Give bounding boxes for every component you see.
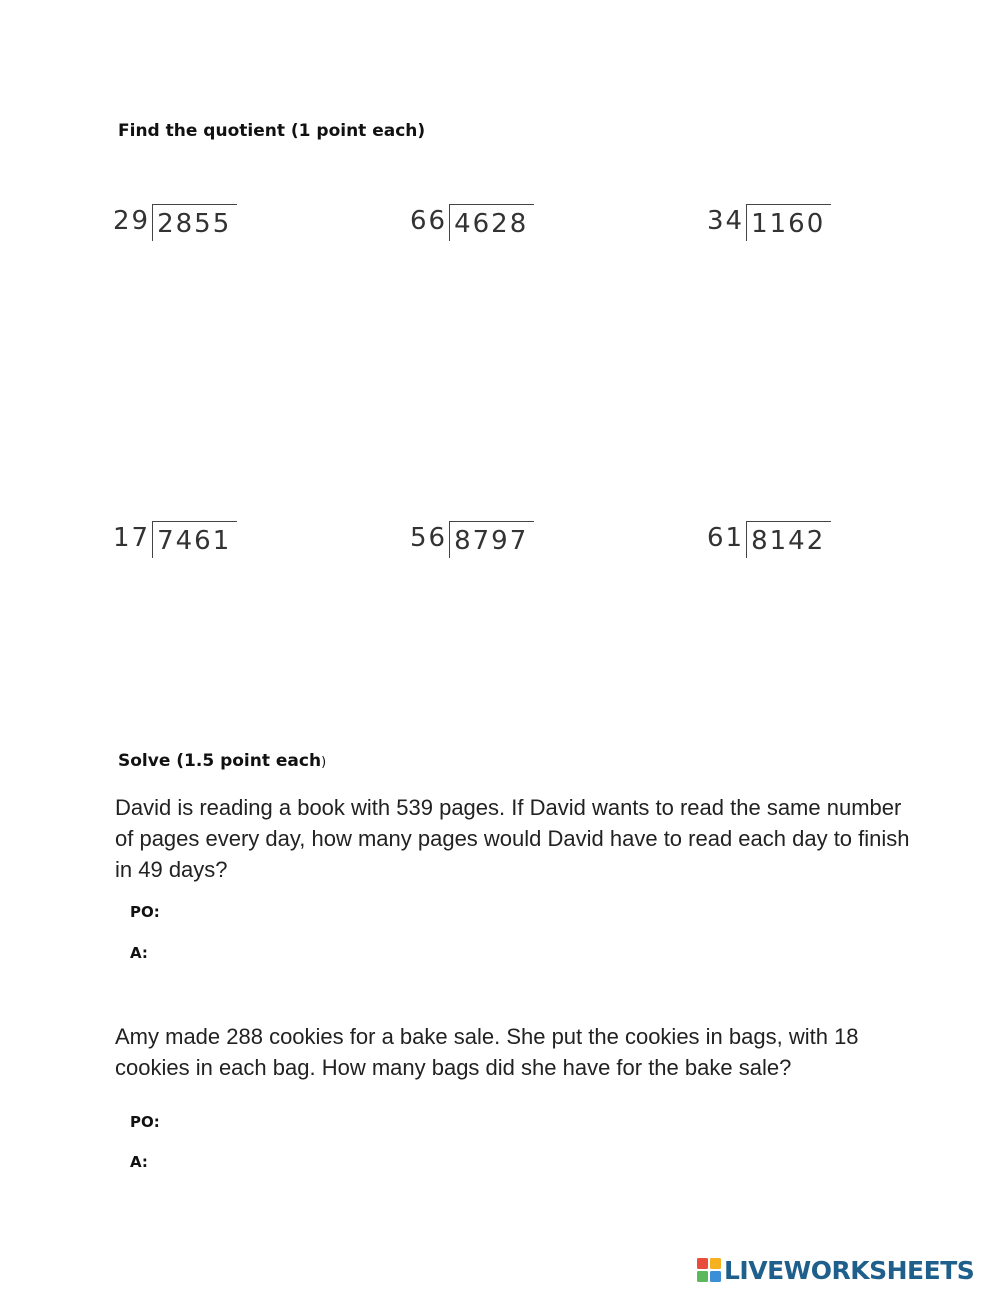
section-title-solve bbox=[118, 751, 326, 771]
divisor: 56 bbox=[410, 523, 448, 553]
dividend: 1160 bbox=[746, 204, 831, 241]
division-problem-3 bbox=[707, 202, 831, 242]
divisor: 61 bbox=[707, 523, 745, 553]
word-problem-2: Amy made 288 cookies for a bake sale. She put the cookies in bags, with 18 cookies in each bag. How many bags did she have for the bake sale? bbox=[115, 1024, 859, 1080]
a-label-2: A: bbox=[130, 1153, 148, 1171]
divisor: 34 bbox=[707, 206, 745, 236]
dividend: 8142 bbox=[746, 521, 831, 558]
word-problem-1: David is reading a book with 539 pages. If David wants to read the same number of pages every day, how many pages would David have to read each day to finish in 49 days? bbox=[115, 795, 910, 882]
po-label-2: PO: bbox=[130, 1113, 160, 1131]
a-label-1: A: bbox=[130, 944, 148, 962]
dividend: 8797 bbox=[449, 521, 534, 558]
dividend: 7461 bbox=[152, 521, 237, 558]
po-label-1: PO: bbox=[130, 903, 160, 921]
liveworksheets-logo-icon bbox=[697, 1258, 721, 1282]
section-title-quotient: Find the quotient (1 point each) bbox=[118, 121, 426, 141]
divisor: 66 bbox=[410, 206, 448, 236]
division-problem-4 bbox=[113, 519, 237, 559]
section-title-solve-text: Solve (1.5 point each bbox=[118, 751, 322, 771]
divisor: 29 bbox=[113, 206, 151, 236]
section-title-solve-tail: ) bbox=[321, 755, 327, 770]
division-problem-1 bbox=[113, 202, 237, 242]
dividend: 4628 bbox=[449, 204, 534, 241]
division-problem-2 bbox=[410, 202, 534, 242]
liveworksheets-brand bbox=[697, 1254, 974, 1286]
brand-name: LIVEWORKSHEETS bbox=[724, 1255, 975, 1285]
divisor: 17 bbox=[113, 523, 151, 553]
dividend: 2855 bbox=[152, 204, 237, 241]
division-problem-6 bbox=[707, 519, 831, 559]
division-problem-5 bbox=[410, 519, 534, 559]
